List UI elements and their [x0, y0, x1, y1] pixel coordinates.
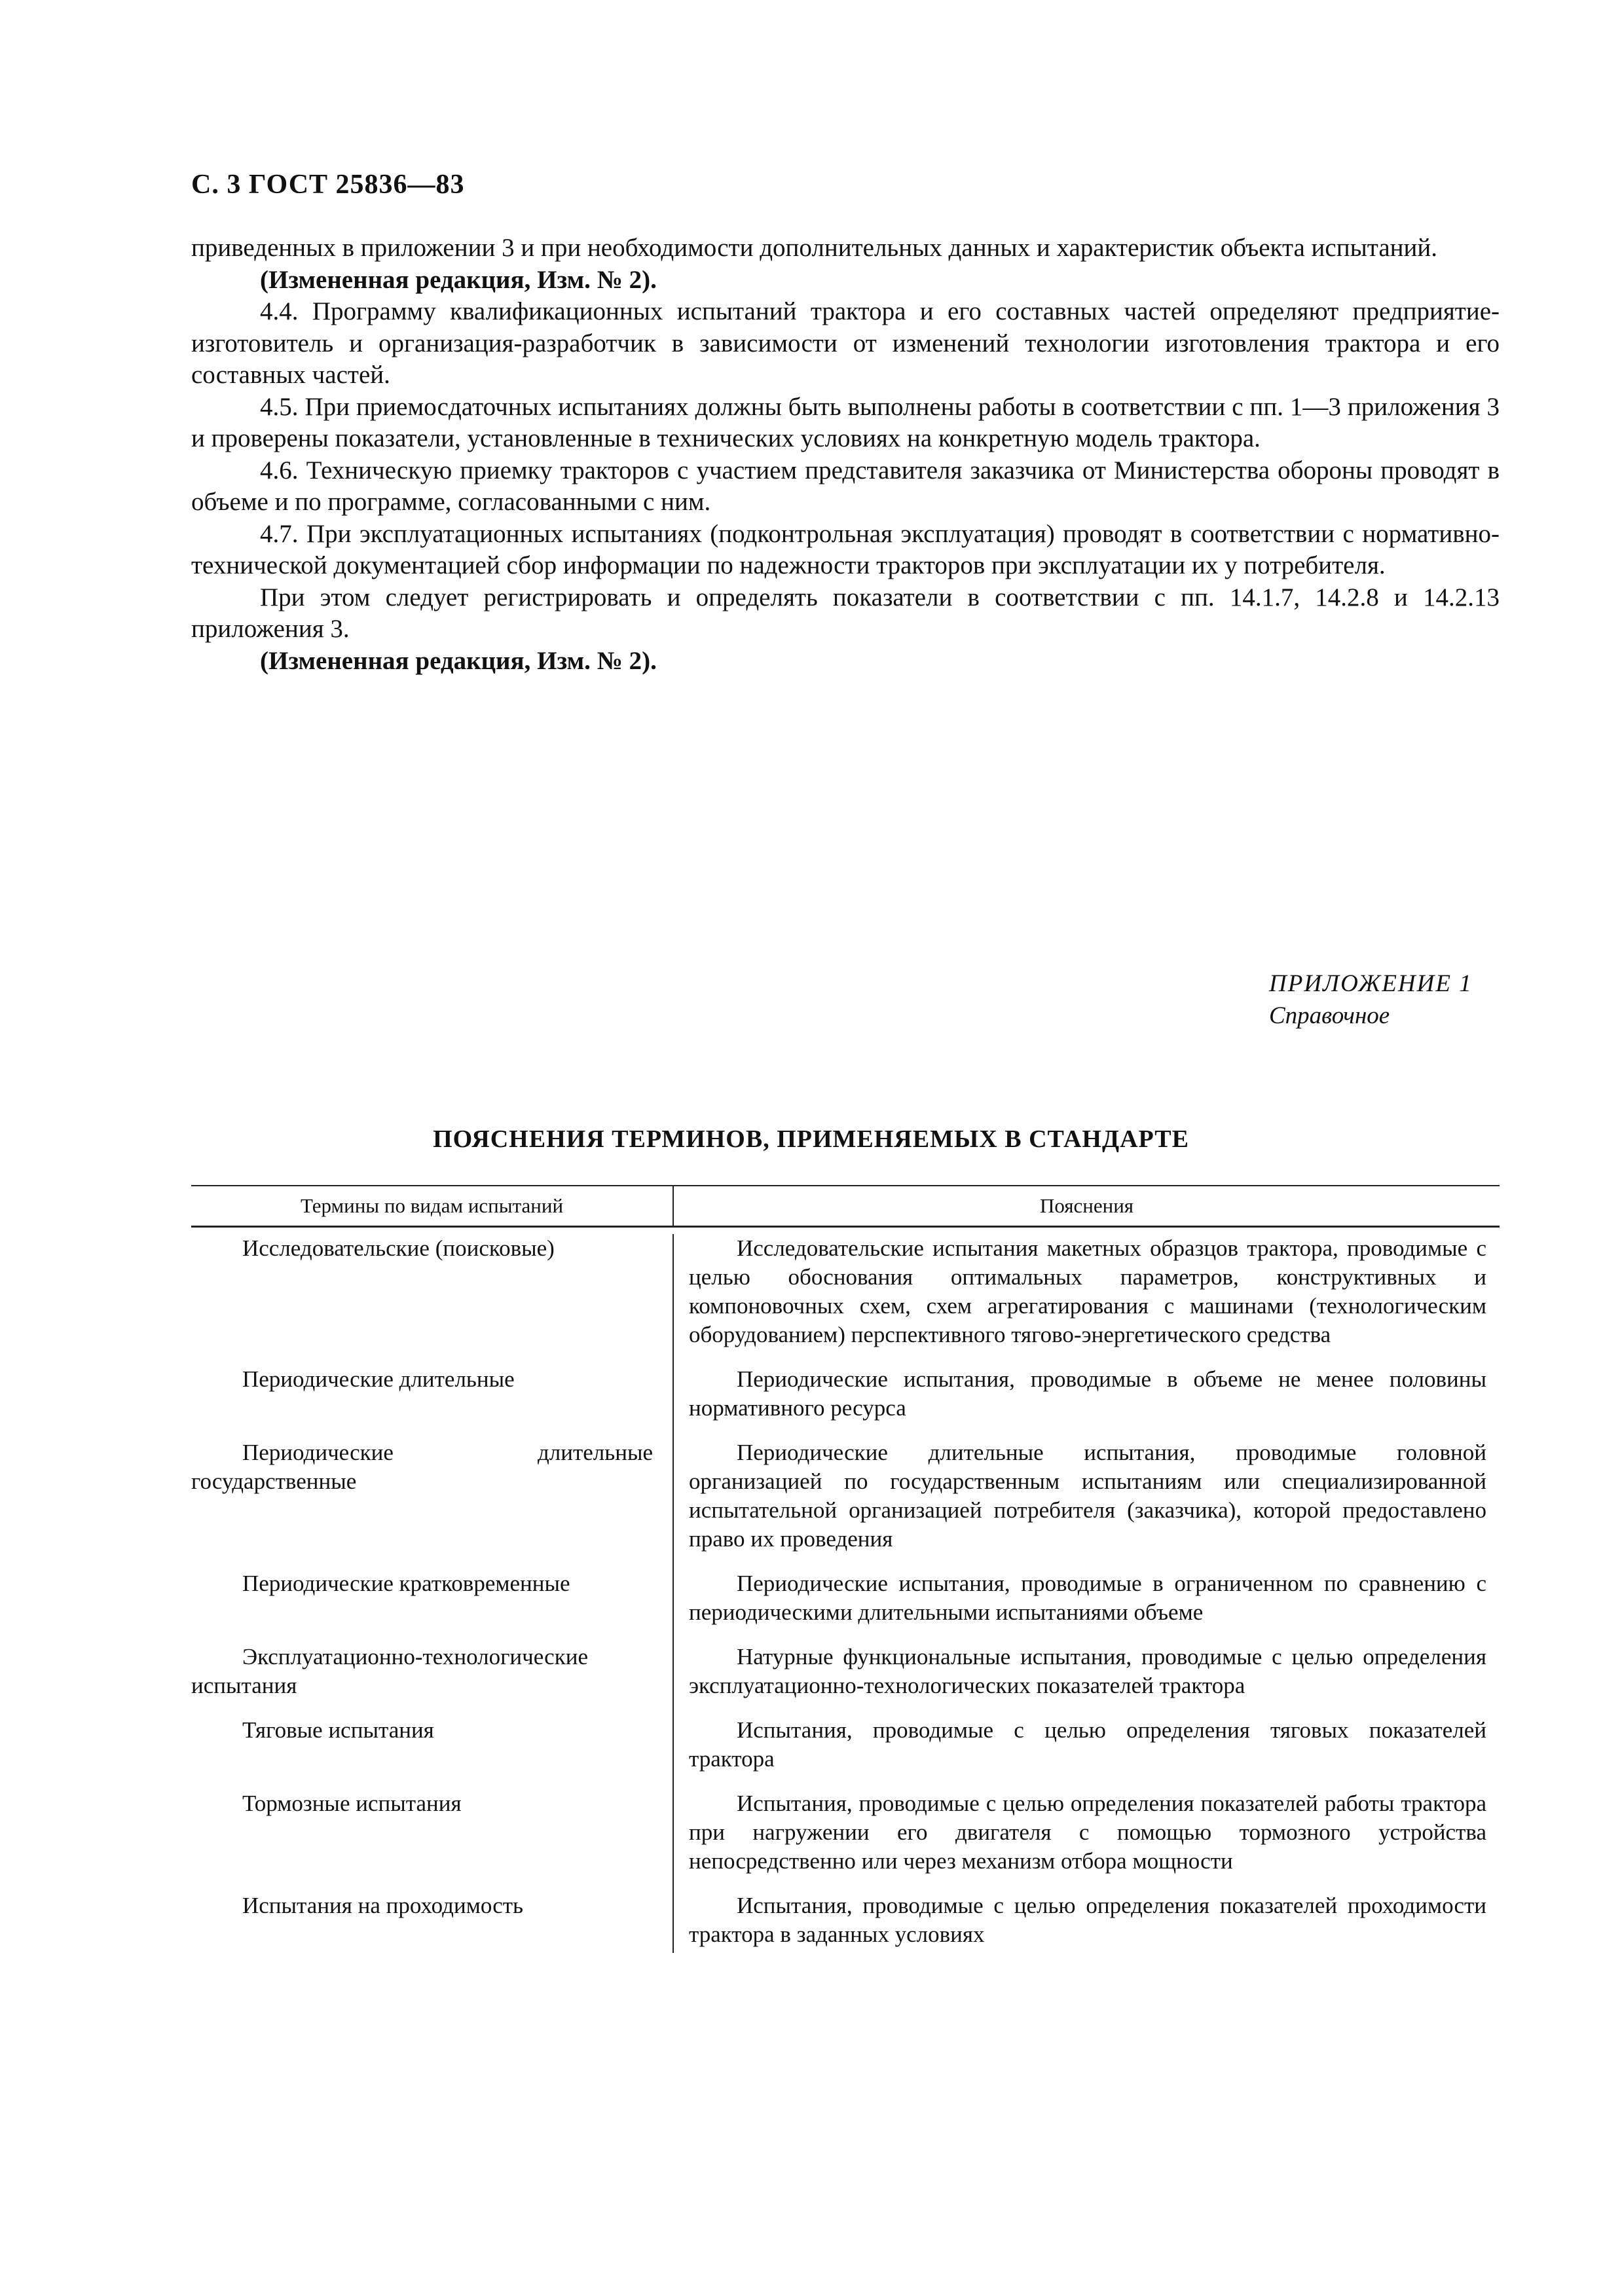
table-header-row: [191, 1185, 1500, 1228]
explanation-cell: Периодические испытания, проводимые в объеме не менее половины нормативного ресурса: [689, 1366, 1486, 1421]
page-header: С. 3 ГОСТ 25836—83: [191, 170, 465, 200]
paragraph-4-7: 4.7. При эксплуатационных испытаниях (подконтрольная эксплуатация) проводят в соответствии с нормативно-технической документацией сбор информации по надежности тракторов при эксплуатации их у потребителя.: [191, 519, 1500, 579]
amendment-note: (Измененная редакция, Изм. № 2).: [260, 265, 657, 294]
table-row: [191, 1438, 1500, 1554]
term-cell: Исследовательские (поисковые): [242, 1235, 555, 1261]
table-row: [191, 1234, 1500, 1349]
column-header-terms: Термины по видам испытаний: [191, 1186, 674, 1226]
term-cell: Периодические длительные: [242, 1366, 515, 1392]
explanation-cell: Исследовательские испытания макетных образцов трактора, проводимые с целью обоснования оптимальных параметров, конструктивных и компоновочных схем, схем агрегатирования с машинами (технологическим оборудованием) перспективного тягово-энергетического средства: [689, 1235, 1486, 1347]
table-row: [191, 1716, 1500, 1774]
term-cell: Тяговые испытания: [242, 1717, 434, 1743]
explanation-cell: Испытания, проводимые с целью определения показателей проходимости трактора в заданных условиях: [689, 1893, 1486, 1947]
table-row: [191, 1365, 1500, 1423]
explanation-cell: Испытания, проводимые с целью определения показателей работы трактора при нагружении его двигателя с помощью тормозного устройства непосредственно или через механизм отбора мощности: [689, 1791, 1486, 1874]
term-cell: Испытания на проходимость: [242, 1893, 524, 1918]
table-title: ПОЯСНЕНИЯ ТЕРМИНОВ, ПРИМЕНЯЕМЫХ В СТАНДАРТЕ: [433, 1125, 1189, 1153]
terms-table: [191, 1185, 1500, 1953]
table-row: [191, 1891, 1500, 1953]
table-body: [191, 1234, 1500, 1953]
paragraph-4-4: 4.4. Программу квалификационных испытаний трактора и его составных частей определяют предприятие-изготовитель и организация-разработчик в зависимости от изменений технологии изготовления трактора и его составных частей.: [191, 297, 1500, 389]
column-header-explanations: Пояснения: [1039, 1194, 1134, 1217]
amendment-note: (Измененная редакция, Изм. № 2).: [260, 646, 657, 675]
appendix-number: ПРИЛОЖЕНИЕ 1: [1269, 970, 1473, 997]
appendix-type: Справочное: [1269, 1002, 1390, 1029]
term-cell: Эксплуатационно-технологические испытания: [191, 1644, 588, 1698]
paragraph-4-5: 4.5. При приемосдаточных испытаниях должны быть выполнены работы в соответствии с пп. 1—3 приложения 3 и проверены показатели, установленные в технических условиях на конкретную модель трактора.: [191, 392, 1500, 452]
explanation-cell: Периодические испытания, проводимые в ограниченном по сравнению с периодическими длительными испытаниями объеме: [689, 1571, 1486, 1625]
explanation-cell: Испытания, проводимые с целью определения тяговых показателей трактора: [689, 1717, 1486, 1772]
explanation-cell: Периодические длительные испытания, проводимые головной организацией по государственным испытаниям или специализированной испытательной организацией потребителя (заказчика), которой предоставлено право их проведения: [689, 1440, 1486, 1552]
term-cell: Периодические кратковременные: [242, 1571, 570, 1596]
term-cell: Тормозные испытания: [242, 1791, 462, 1816]
appendix-label: [1269, 968, 1473, 1032]
table-row: [191, 1643, 1500, 1700]
table-row: [191, 1569, 1500, 1627]
body-text: [191, 232, 1500, 677]
paragraph-continuation: приведенных в приложении 3 и при необходимости дополнительных данных и характеристик объекта испытаний.: [191, 234, 1438, 262]
paragraph-registration: При этом следует регистрировать и определять показатели в соответствии с пп. 14.1.7, 14.2.8 и 14.2.13 приложения 3.: [191, 583, 1500, 643]
term-cell: Периодические длительные государственные: [191, 1440, 653, 1494]
paragraph-4-6: 4.6. Техническую приемку тракторов с участием представителя заказчика от Министерства обороны проводят в объеме и по программе, согласованными с ним.: [191, 456, 1500, 516]
table-row: [191, 1789, 1500, 1876]
explanation-cell: Натурные функциональные испытания, проводимые с целью определения эксплуатационно-технологических показателей трактора: [689, 1644, 1486, 1698]
